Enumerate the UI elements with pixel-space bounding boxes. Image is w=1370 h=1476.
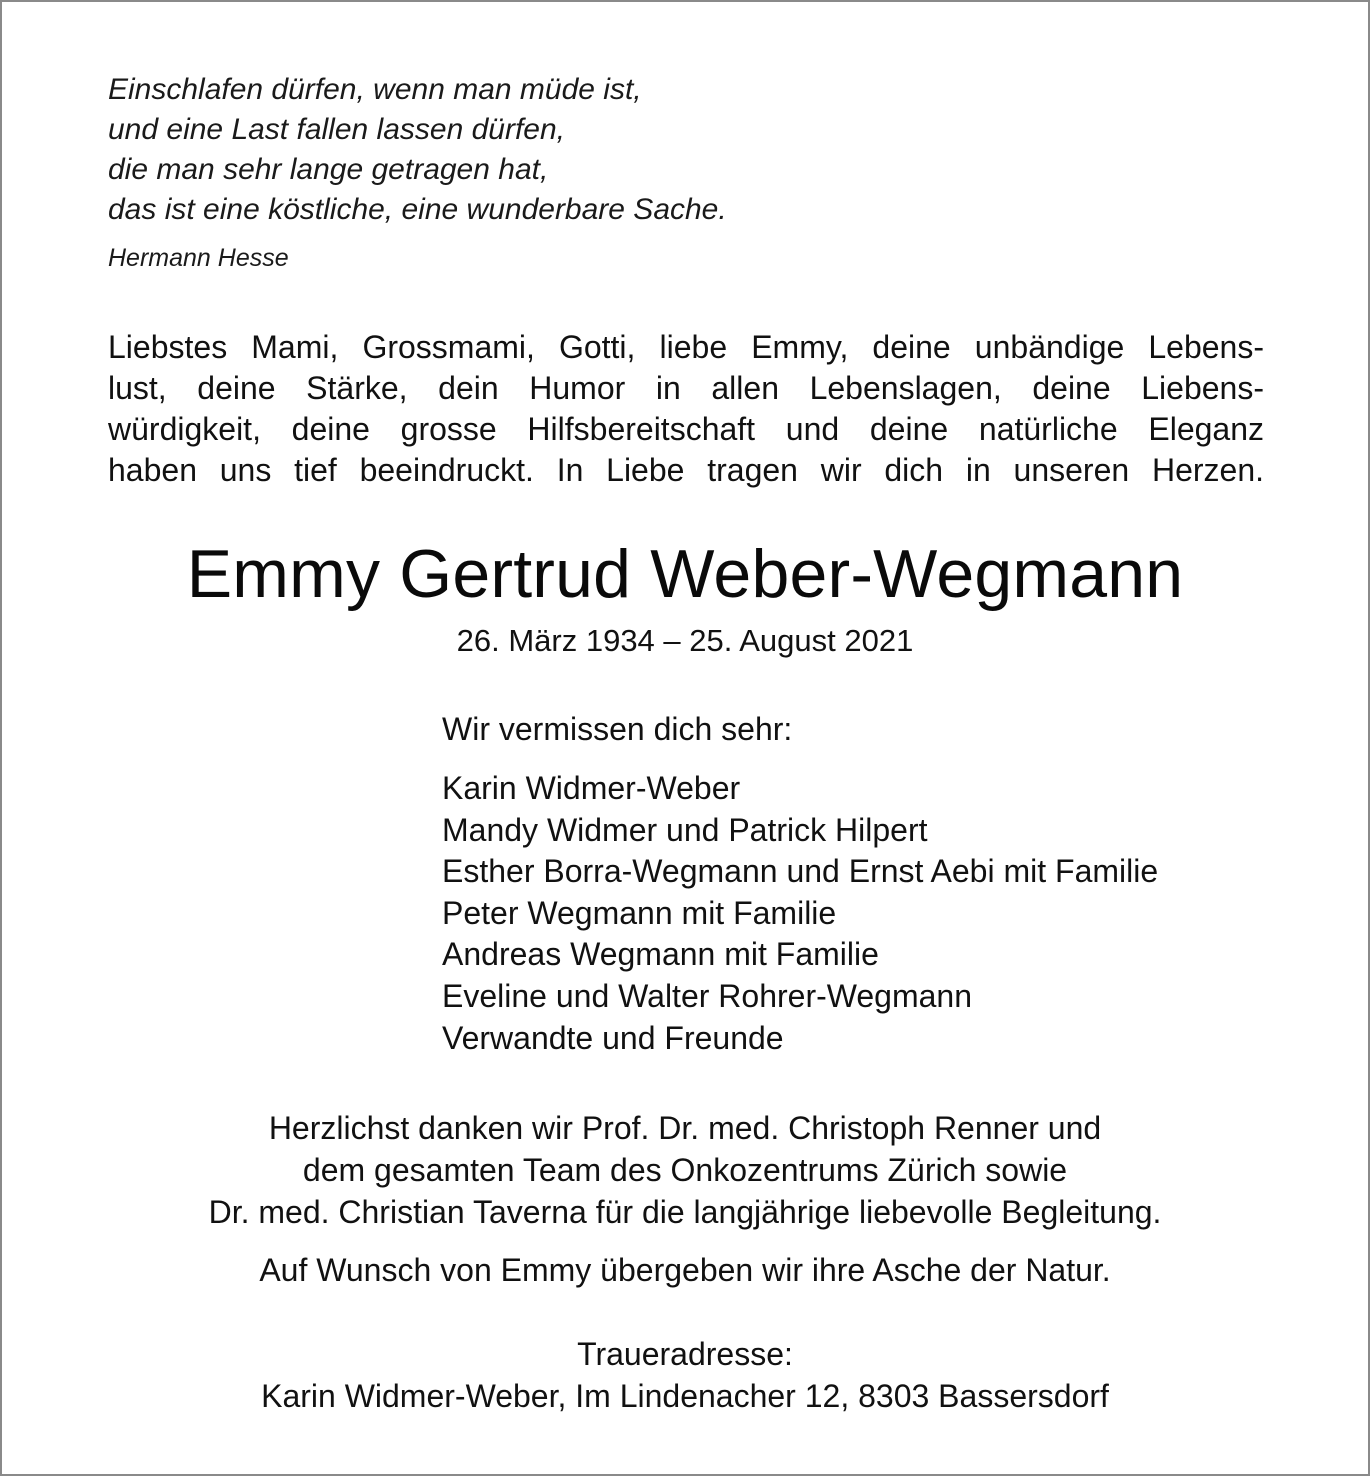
tribute-paragraph: [108, 327, 1264, 491]
mourner-name: Eveline und Walter Rohrer-Wegmann: [442, 977, 973, 1014]
quote-line: die man sehr lange getragen hat,: [108, 153, 549, 186]
tribute-line: würdigkeit, deine grosse Hilfsbereitschaft und deine natürliche Eleganz: [108, 411, 1264, 447]
thanks-line: Herzlichst danken wir Prof. Dr. med. Christoph Renner und: [268, 1110, 1102, 1146]
tribute-line: haben uns tief beeindruckt. In Liebe tragen wir dich in unseren Herzen.: [108, 452, 1264, 488]
quote-line: Einschlafen dürfen, wenn man müde ist,: [108, 73, 642, 106]
mourners-list: [442, 768, 1158, 1059]
address-label: Traueradresse:: [577, 1336, 793, 1372]
mourner-name: Mandy Widmer und Patrick Hilpert: [442, 811, 928, 848]
thanks-paragraph: [2, 1107, 1368, 1233]
mourner-name: Andreas Wegmann mit Familie: [442, 936, 879, 973]
life-dates: 26. März 1934 – 25. August 2021: [456, 623, 914, 658]
tribute-line: Liebstes Mami, Grossmami, Gotti, liebe Emmy, deine unbändige Lebens-: [108, 329, 1264, 365]
mourners-heading: Wir vermissen dich sehr:: [442, 711, 793, 747]
mourning-address: Karin Widmer-Weber, Im Lindenacher 12, 8303 Bassersdorf: [261, 1378, 1109, 1414]
quote-line: und eine Last fallen lassen dürfen,: [108, 113, 565, 146]
funeral-wish: Auf Wunsch von Emmy übergeben wir ihre Asche der Natur.: [259, 1252, 1111, 1288]
thanks-line: Dr. med. Christian Taverna für die langjährige liebevolle Begleitung.: [208, 1194, 1162, 1230]
quote: [108, 70, 1008, 230]
mourner-name: Esther Borra-Wegmann und Ernst Aebi mit Familie: [442, 853, 1159, 890]
mourner-name: Verwandte und Freunde: [442, 1019, 784, 1056]
mourner-name: Peter Wegmann mit Familie: [442, 894, 837, 931]
deceased-name: Emmy Gertrud Weber-Wegmann: [186, 536, 1184, 612]
tribute-line: lust, deine Stärke, dein Humor in allen Lebenslagen, deine Liebens-: [108, 370, 1264, 406]
thanks-line: dem gesamten Team des Onkozentrums Zürich sowie: [302, 1152, 1068, 1188]
quote-author: Hermann Hesse: [108, 244, 289, 272]
mourner-name: Karin Widmer-Weber: [442, 770, 741, 806]
quote-line: das ist eine köstliche, eine wunderbare Sache.: [108, 193, 727, 226]
